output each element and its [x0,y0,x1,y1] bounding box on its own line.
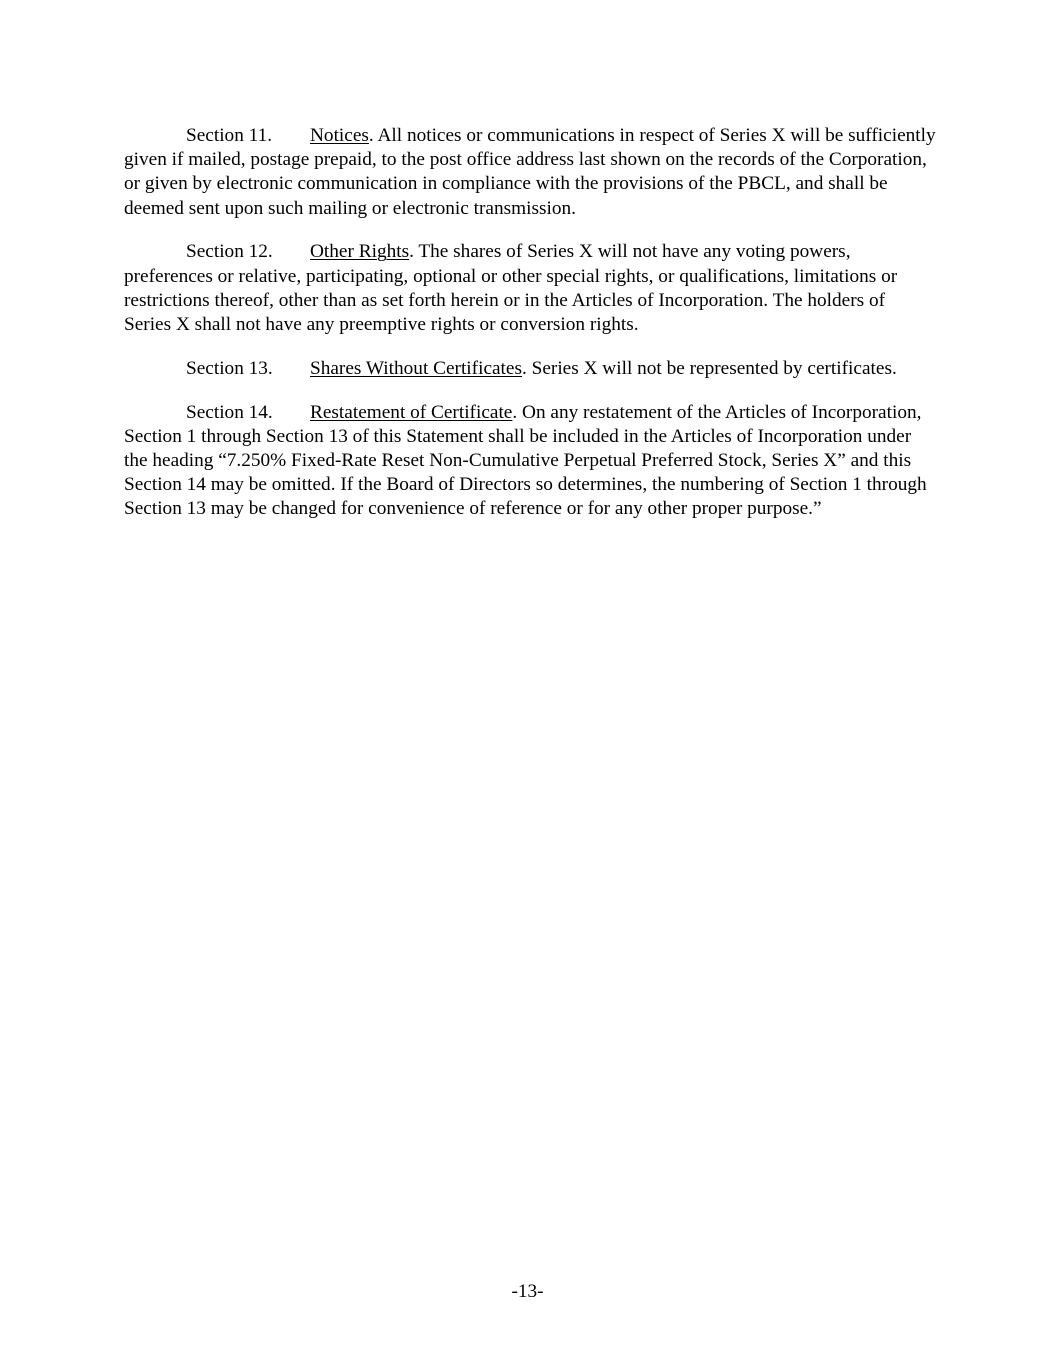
section-title: Restatement of Certificate [310,401,513,423]
section-14-paragraph [124,401,936,522]
section-text: . All notices or communications in respect of Series X will be sufficiently given if mailed, postage prepaid, to the post office address last shown on the records of the Corporation, or given by electronic communication in compliance with the provisions of the PBCL, and shall be deemed sent upon such mailing or electronic transmission. [124,125,936,219]
section-number: Section 13. [186,357,273,379]
section-text: . Series X will not be represented by certificates. [521,357,897,379]
section-text: . On any restatement of the Articles of Incorporation, Section 1 through Section 13 of this Statement shall be included in the Articles of Incorporation under the heading “7.250% Fixed-Rate Reset Non-Cumulative Perpetual Preferred Stock, Series X” and this Section 14 may be omitted. If the Board of Directors so determines, the numbering of Section 1 through Section 13 may be changed for convenience of reference or for any other proper purpose.” [124,401,927,520]
section-11-paragraph [124,124,936,221]
section-number: Section 12. [186,241,273,263]
section-number: Section 11. [186,125,273,146]
section-12-paragraph [124,240,936,337]
page-number: -13- [511,1281,544,1302]
section-13-paragraph [124,357,936,381]
section-number: Section 14. [186,401,273,423]
document-body [124,124,936,541]
section-title: Shares Without Certificates [310,357,522,379]
section-title: Other Rights [310,241,410,263]
section-text: . The shares of Series X will not have any voting powers, preferences or relative, participating, optional or other special rights, or qualifications, limitations or restrictions thereof, other than as set forth herein or in the Articles of Incorporation. The holders of Series X shall not have any preemptive rights or conversion rights. [124,241,898,336]
section-title: Notices [310,125,369,146]
